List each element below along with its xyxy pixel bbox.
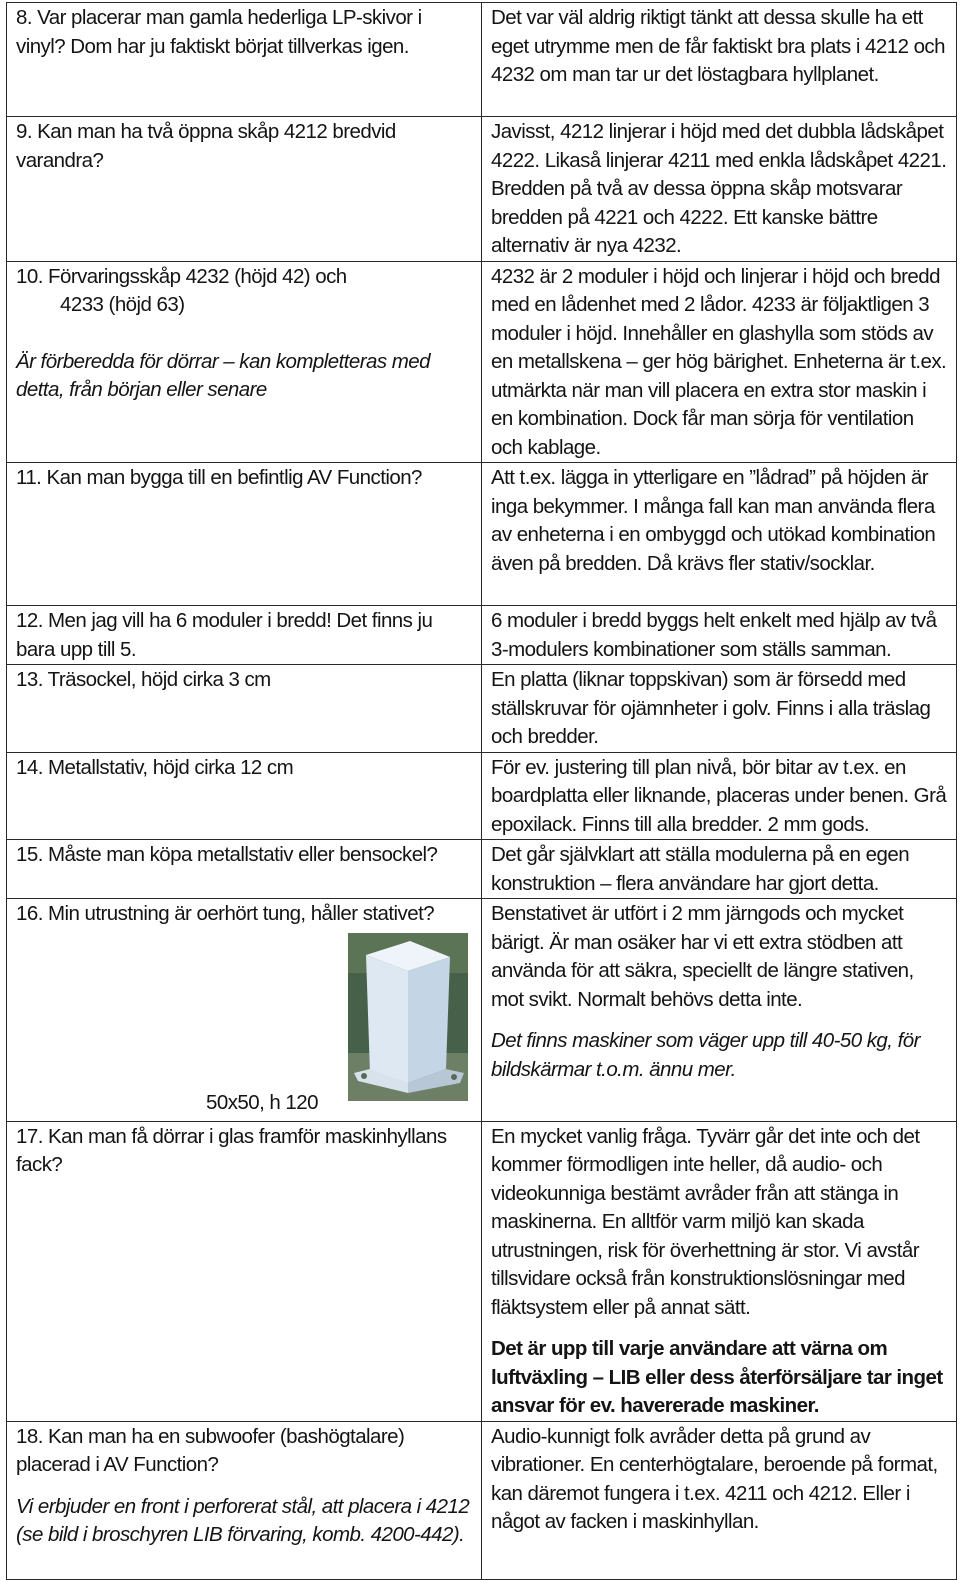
question-cell [7, 840, 482, 899]
question-cell [7, 899, 482, 1122]
question-cell [7, 606, 482, 665]
question-text: 14. Metallstativ, höjd cirka 12 cm [16, 755, 294, 779]
answer-cell [482, 3, 957, 117]
answer-text: Benstativet är utfört i 2 mm järngods och mycket bärigt. Är man osäker har vi ett extra stödben att använda för att säkra, speciellt de längre stativen, mot svikt. Normalt behövs detta inte. [491, 902, 914, 1011]
question-cell [7, 752, 482, 840]
question-text-continued: 4233 (höjd 63) [60, 293, 185, 316]
question-text: 8. Var placerar man gamla hederliga LP-skivor i vinyl? Dom har ju faktiskt börjat tillverkas igen. [16, 6, 422, 58]
answer-warning: Det är upp till varje användare att värna om luftväxling – LIB eller dess återförsäljare tar inget ansvar för ev. havererade maskiner. [491, 1337, 943, 1417]
faq-row-9 [7, 117, 957, 262]
answer-cell [482, 1121, 957, 1421]
answer-cell [482, 1421, 957, 1579]
faq-row-10 [7, 261, 957, 463]
question-cell [7, 1121, 482, 1421]
faq-row-12 [7, 606, 957, 665]
answer-text: 4232 är 2 moduler i höjd och linjerar i höjd och bredd med en lådenhet med 2 lådor. 4233 är följaktligen 3 moduler i höjd. Innehåller en glashylla som stöds av en metallskena – ger hög bärighet. Enheterna är t.ex. utmärkta när man vill placera en extra stor maskin i en kombination. Dock får man sörja för ventilation och kablage. [491, 264, 947, 459]
question-cell [7, 261, 482, 463]
faq-row-14 [7, 752, 957, 840]
answer-text: En mycket vanlig fråga. Tyvärr går det inte och det kommer förmodligen inte heller, då audio- och videokunniga bestämt avråder från att stänga in maskinerna. En alltför varm miljö kan skada utrustningen, risk för överhettning är stor. Vi avstår tillsvidare också från konstruktionslösningar med fläktsystem eller på annat sätt. [491, 1124, 920, 1319]
question-cell [7, 1421, 482, 1579]
faq-row-15 [7, 840, 957, 899]
question-text: 16. Min utrustning är oerhört tung, håller stativet? [16, 902, 435, 925]
faq-row-13 [7, 665, 957, 753]
answer-cell [482, 463, 957, 606]
answer-note: Det finns maskiner som väger upp till 40-50 kg, för bildskärmar t.o.m. ännu mer. [491, 1029, 920, 1081]
answer-cell [482, 840, 957, 899]
question-text: 13. Träsockel, höjd cirka 3 cm [16, 668, 271, 691]
answer-text: 6 moduler i bredd byggs helt enkelt med hjälp av två 3-modulers kombinationer som ställs samman. [491, 609, 937, 661]
answer-text: Javisst, 4212 linjerar i höjd med det dubbla lådskåpet 4222. Likaså linjerar 4211 med enkla lådskåpet 4221. Bredden på två av dessa öppna skåp motsvarar bredden på 4221 och 4222. Ett kanske bättre alternativ är nya 4232. [491, 120, 947, 257]
question-text: 11. Kan man bygga till en befintlig AV Function? [16, 466, 422, 489]
question-cell [7, 463, 482, 606]
question-text: 10. Förvaringsskåp 4232 (höjd 42) och [16, 264, 347, 288]
answer-text: Audio-kunnigt folk avråder detta på grund av vibrationer. En centerhögtalare, beroende på format, kan däremot fungera i t.ex. 4211 och 4212. Eller i något av facken i maskinhyllan. [491, 1424, 938, 1533]
faq-table [6, 2, 957, 1580]
answer-text: Det går självklart att ställa modulerna på en egen konstruktion – flera användare har gjort detta. [491, 843, 910, 895]
answer-text: För ev. justering till plan nivå, bör bitar av t.ex. en boardplatta eller liknande, placeras under benen. Grå epoxilack. Finns till alla bredder. 2 mm gods. [491, 755, 947, 836]
metal-stand-leg-image [348, 933, 468, 1101]
faq-row-11 [7, 463, 957, 606]
question-cell [7, 117, 482, 262]
answer-cell [482, 899, 957, 1122]
stand-figure [16, 929, 473, 1121]
faq-row-8 [7, 3, 957, 117]
answer-cell [482, 261, 957, 463]
answer-text: Det var väl aldrig riktigt tänkt att dessa skulle ha ett eget utrymme men de får faktiskt bra plats i 4212 och 4232 om man tar ur det löstagbara hyllplanet. [491, 6, 945, 86]
answer-cell [482, 606, 957, 665]
question-text: 15. Måste man köpa metallstativ eller bensockel? [16, 843, 438, 866]
image-caption: 50x50, h 120 [206, 1090, 318, 1114]
answer-text: Att t.ex. lägga in ytterligare en ”lådrad” på höjden är inga bekymmer. I många fall kan man använda flera av enheterna i en ombyggd och utökad kombination även på bredden. Då krävs fler stativ/socklar. [491, 466, 936, 575]
question-text: 17. Kan man få dörrar i glas framför maskinhyllans fack? [16, 1124, 447, 1176]
answer-cell [482, 117, 957, 262]
answer-text: En platta (liknar toppskivan) som är försedd med ställskruvar för ojämnheter i golv. Finns i alla träslag och bredder. [491, 668, 931, 748]
question-text: 9. Kan man ha två öppna skåp 4212 bredvid varandra? [16, 120, 396, 172]
question-cell [7, 665, 482, 753]
question-note: Vi erbjuder en front i perforerat stål, att placera i 4212 (se bild i broschyren LIB förvaring, komb. 4200-442). [16, 1494, 470, 1546]
faq-row-17 [7, 1121, 957, 1421]
faq-document [6, 2, 956, 1580]
question-cell [7, 3, 482, 117]
faq-row-18 [7, 1421, 957, 1579]
question-text: 12. Men jag vill ha 6 moduler i bredd! Det finns ju bara upp till 5. [16, 609, 433, 661]
question-text: 18. Kan man ha en subwoofer (bashögtalare) placerad i AV Function? [16, 1424, 405, 1476]
answer-cell [482, 665, 957, 753]
answer-cell [482, 752, 957, 840]
faq-row-16 [7, 899, 957, 1122]
question-note: Är förberedda för dörrar – kan kompletteras med detta, från början eller senare [16, 349, 430, 401]
